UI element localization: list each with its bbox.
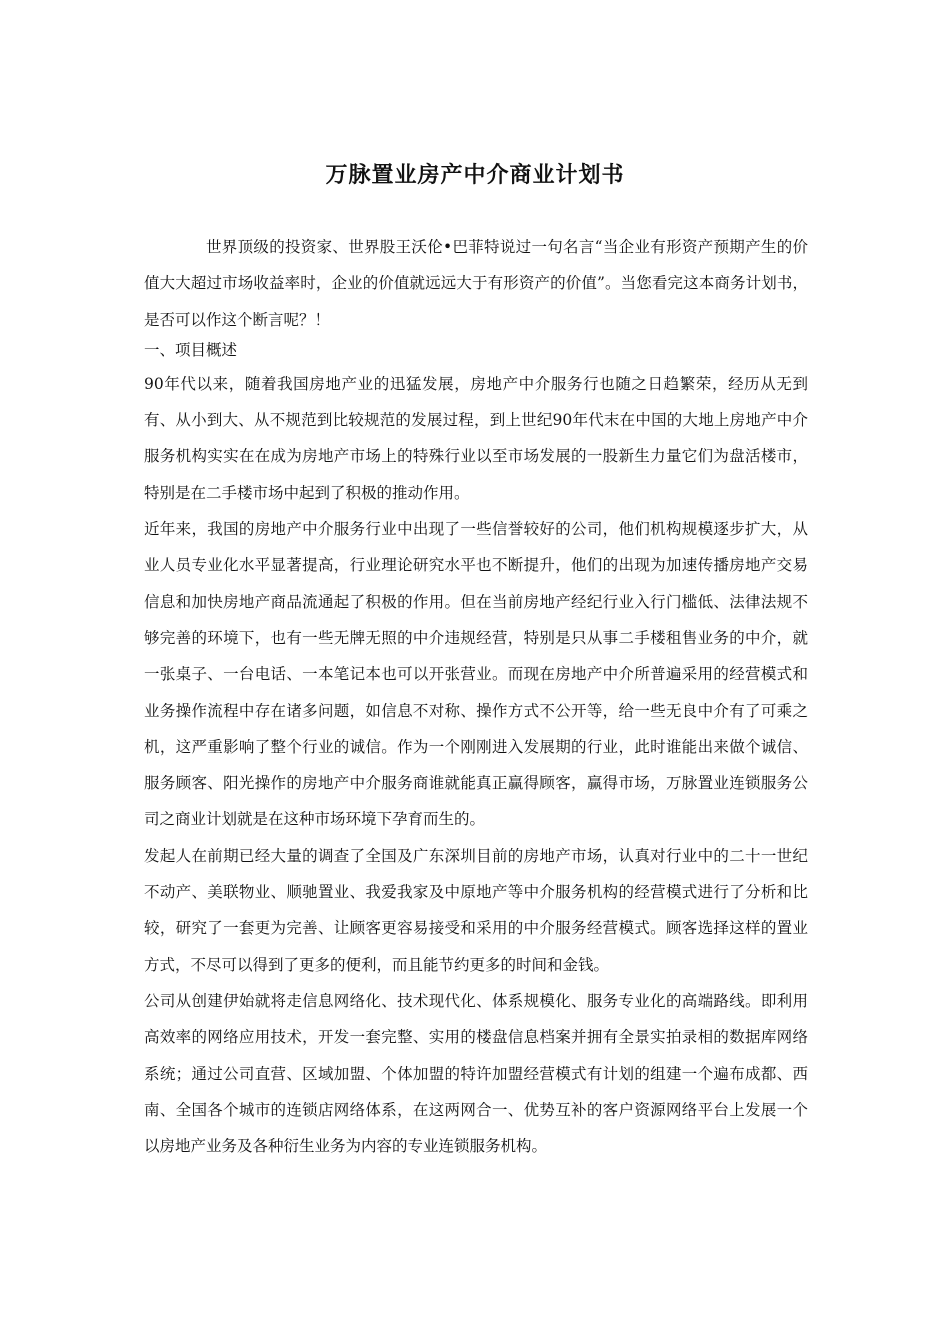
body-paragraph: 公司从创建伊始就将走信息网络化、技术现代化、体系规模化、服务专业化的高端路线。即利用高效率的网络应用技术，开发一套完整、实用的楼盘信息档案并拥有全景实拍录相的数据库网络系统；通过公司直营、区域加盟、个体加盟的特许加盟经营模式有计划的组建一个遍布成都、西南、全国各个城市的连锁店网络体系，在这两网合一、优势互补的客户资源网络平台上发展一个以房地产业务及各种衍生业务为内容的专业连锁服务机构。 (144, 991, 808, 1156)
document-title: 万脉置业房产中介商业计划书 (325, 163, 625, 188)
intro-paragraph: 世界顶级的投资家、世界股王沃伦•巴菲特说过一句名言“当企业有形资产预期产生的价值大大超过市场收益率时，企业的价值就远远大于有形资产的价值”。当您看完这本商务计划书，是否可以作这个断言呢？！ (144, 238, 808, 329)
body-paragraph: 近年来，我国的房地产中介服务行业中出现了一些信誉较好的公司，他们机构规模逐步扩大，从业人员专业化水平显著提高，行业理论研究水平也不断提升，他们的出现为加速传播房地产交易信息和加快房地产商品流通起了积极的作用。但在当前房地产经纪行业入行门槛低、法律法规不够完善的环境下，也有一些无牌无照的中介违规经营，特别是只从事二手楼租售业务的中介，就一张桌子、一台电话、一本笔记本也可以开张营业。而现在房地产中介所普遍采用的经营模式和业务操作流程中存在诸多问题，如信息不对称、操作方式不公开等，给一些无良中介有了可乘之机，这严重影响了整个行业的诚信。作为一个刚刚进入发展期的行业，此时谁能出来做个诚信、服务顾客、阳光操作的房地产中介服务商谁就能真正赢得顾客，赢得市场，万脉置业连锁服务公司之商业计划就是在这种市场环境下孕育而生的。 (144, 520, 808, 829)
body-paragraph: 发起人在前期已经大量的调查了全国及广东深圳目前的房地产市场，认真对行业中的二十一世纪不动产、美联物业、顺驰置业、我爱我家及中原地产等中介服务机构的经营模式进行了分析和比较，研究了一套更为完善、让顾客更容易接受和采用的中介服务经营模式。顾客选择这样的置业方式，不尽可以得到了更多的便利，而且能节约更多的时间和金钱。 (144, 846, 808, 974)
section-heading-overview: 一、项目概述 (144, 340, 238, 359)
body-paragraph: 90年代以来，随着我国房地产业的迅猛发展，房地产中介服务行也随之日趋繁荣，经历从无到有、从小到大、从不规范到比较规范的发展过程，到上世纪90年代末在中国的大地上房地产中介服务机构实实在在成为房地产市场上的特殊行业以至市场发展的一股新生力量它们为盘活楼市，特别是在二手楼市场中起到了积极的推动作用。 (144, 374, 808, 502)
document-body (144, 229, 808, 1164)
